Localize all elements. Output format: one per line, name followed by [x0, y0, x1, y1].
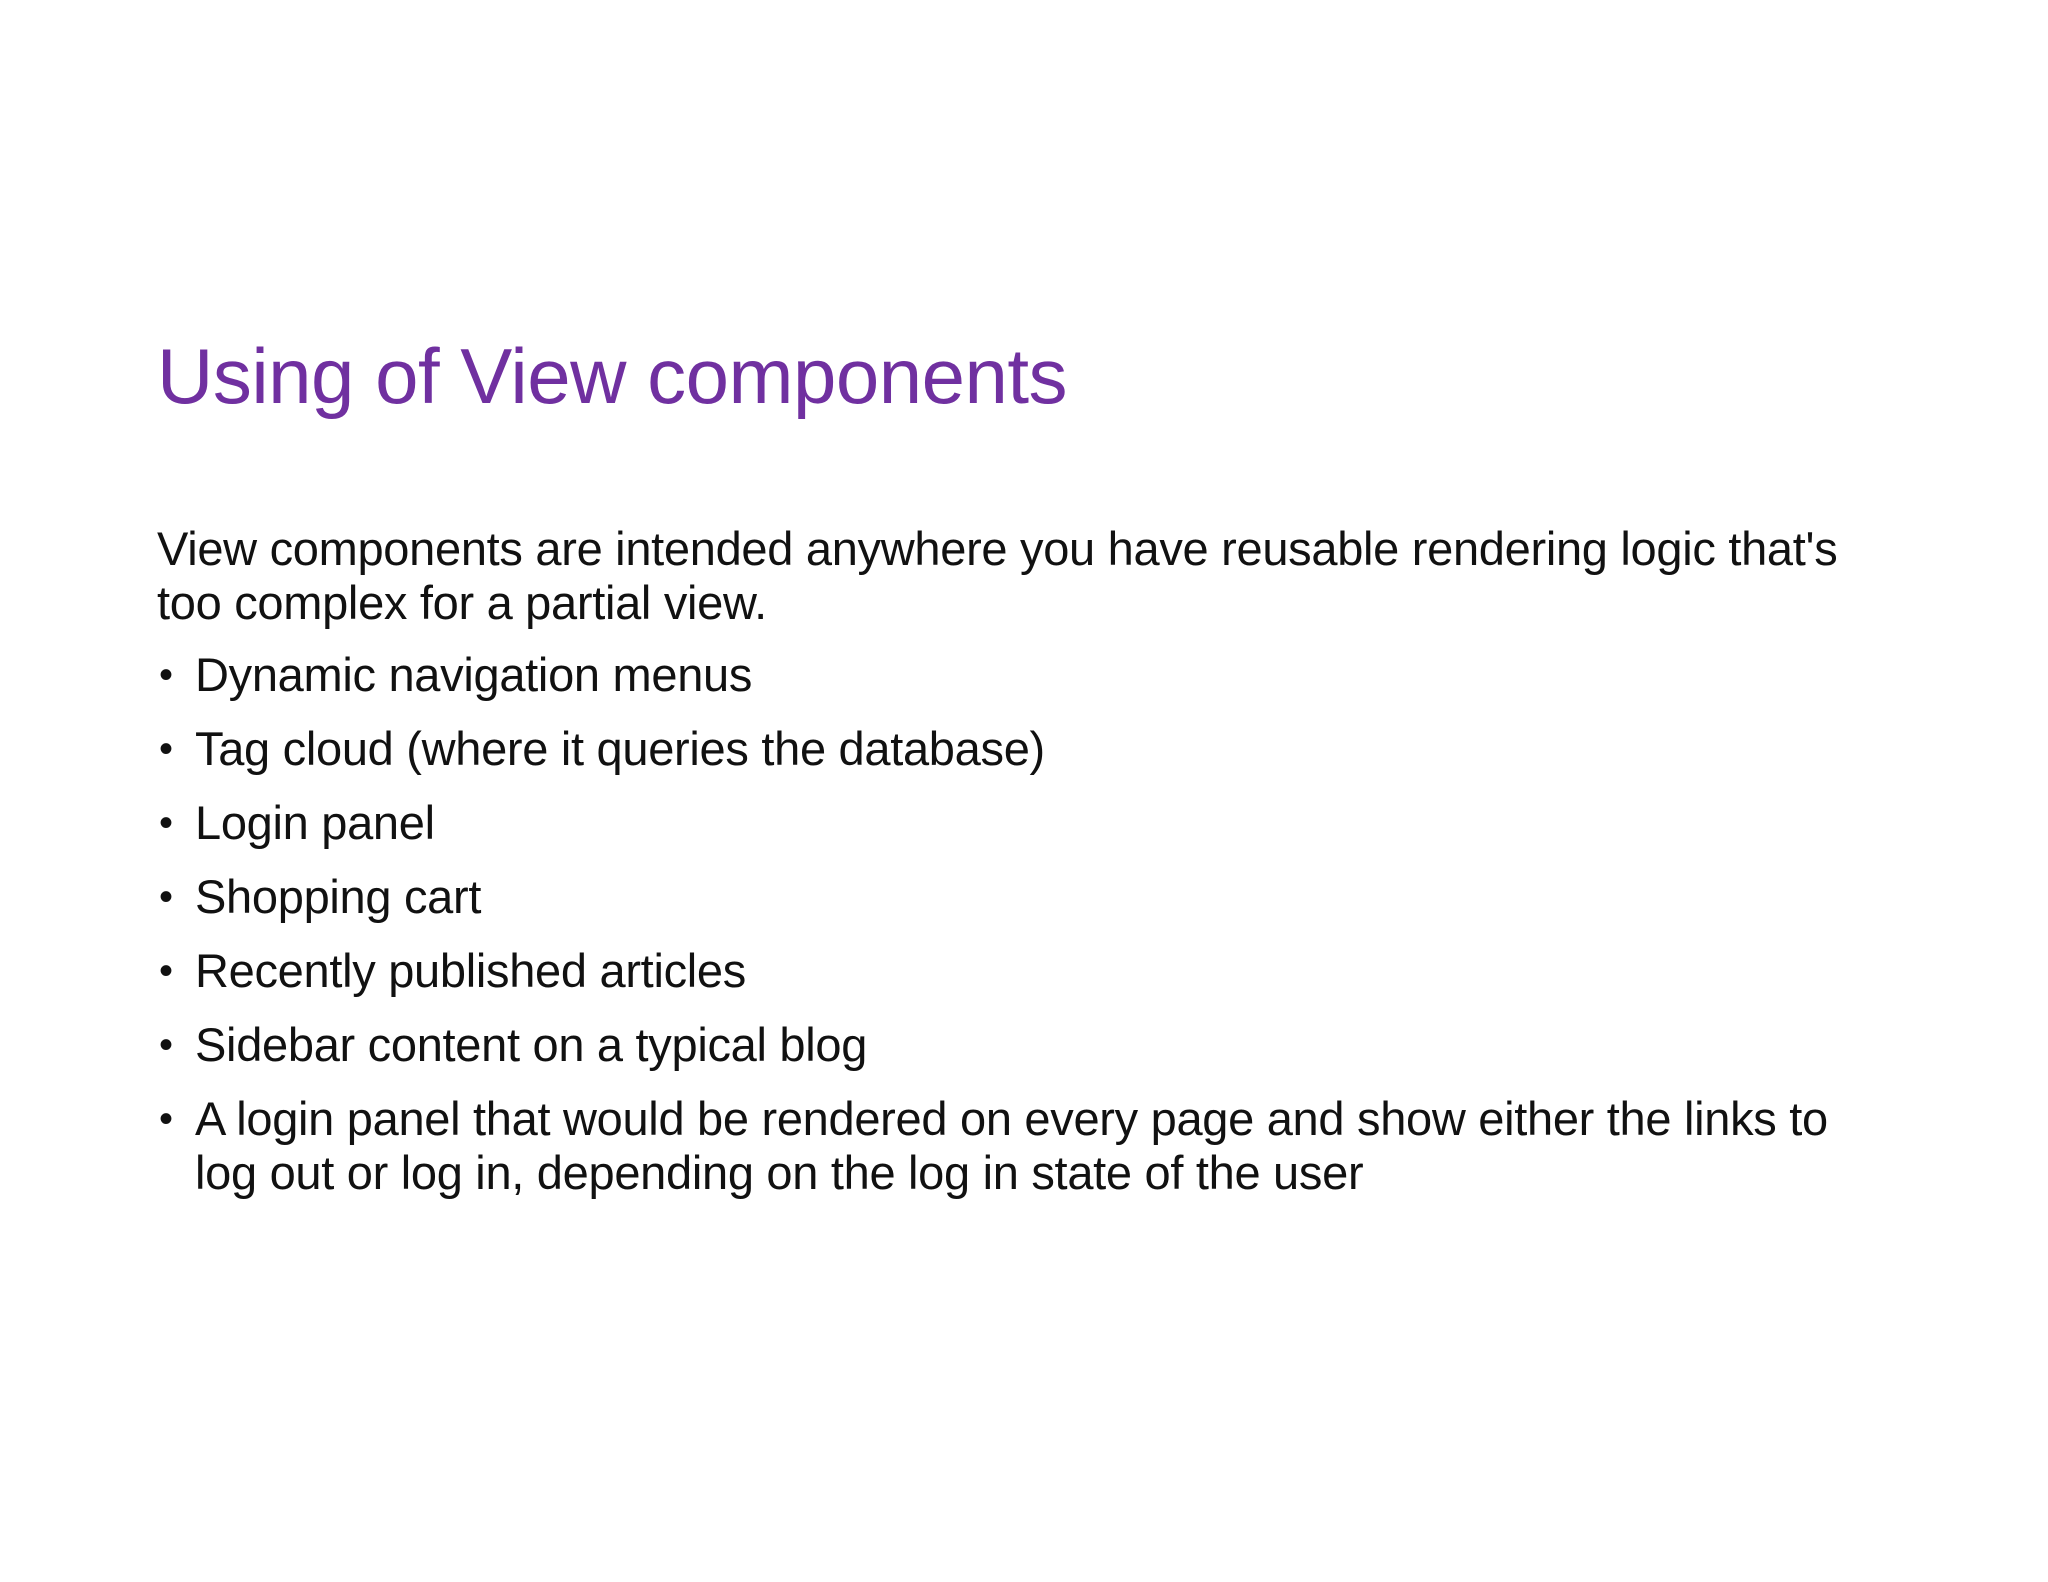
bullet-text: Dynamic navigation menus — [195, 648, 753, 701]
bullet-icon: • — [159, 801, 173, 845]
bullet-text: A login panel that would be rendered on every page and show either the links to log out or log in, depending on the log in state of the user — [195, 1092, 1828, 1199]
intro-paragraph: View components are intended anywhere you have reusable rendering logic that's too complex for a partial view. — [157, 522, 1838, 629]
bullet-item — [157, 944, 1897, 998]
bullet-item — [157, 1092, 1897, 1200]
bullet-item — [157, 722, 1897, 776]
bullet-item — [157, 870, 1897, 924]
bullet-text: Tag cloud (where it queries the database) — [195, 722, 1045, 775]
bullet-text: Recently published articles — [195, 944, 746, 997]
bullet-icon: • — [159, 1097, 173, 1141]
bullet-icon: • — [159, 727, 173, 771]
bullet-text: Login panel — [195, 796, 435, 849]
slide-body — [157, 522, 1897, 1220]
bullet-item — [157, 1018, 1897, 1072]
bullet-list — [157, 648, 1897, 1200]
bullet-text: Sidebar content on a typical blog — [195, 1018, 868, 1071]
bullet-icon: • — [159, 949, 173, 993]
bullet-text: Shopping cart — [195, 870, 482, 923]
slide-title: Using of View components — [157, 332, 1068, 420]
bullet-icon: • — [159, 875, 173, 919]
bullet-icon: • — [159, 653, 173, 697]
bullet-icon: • — [159, 1023, 173, 1067]
bullet-item — [157, 648, 1897, 702]
bullet-item — [157, 796, 1897, 850]
